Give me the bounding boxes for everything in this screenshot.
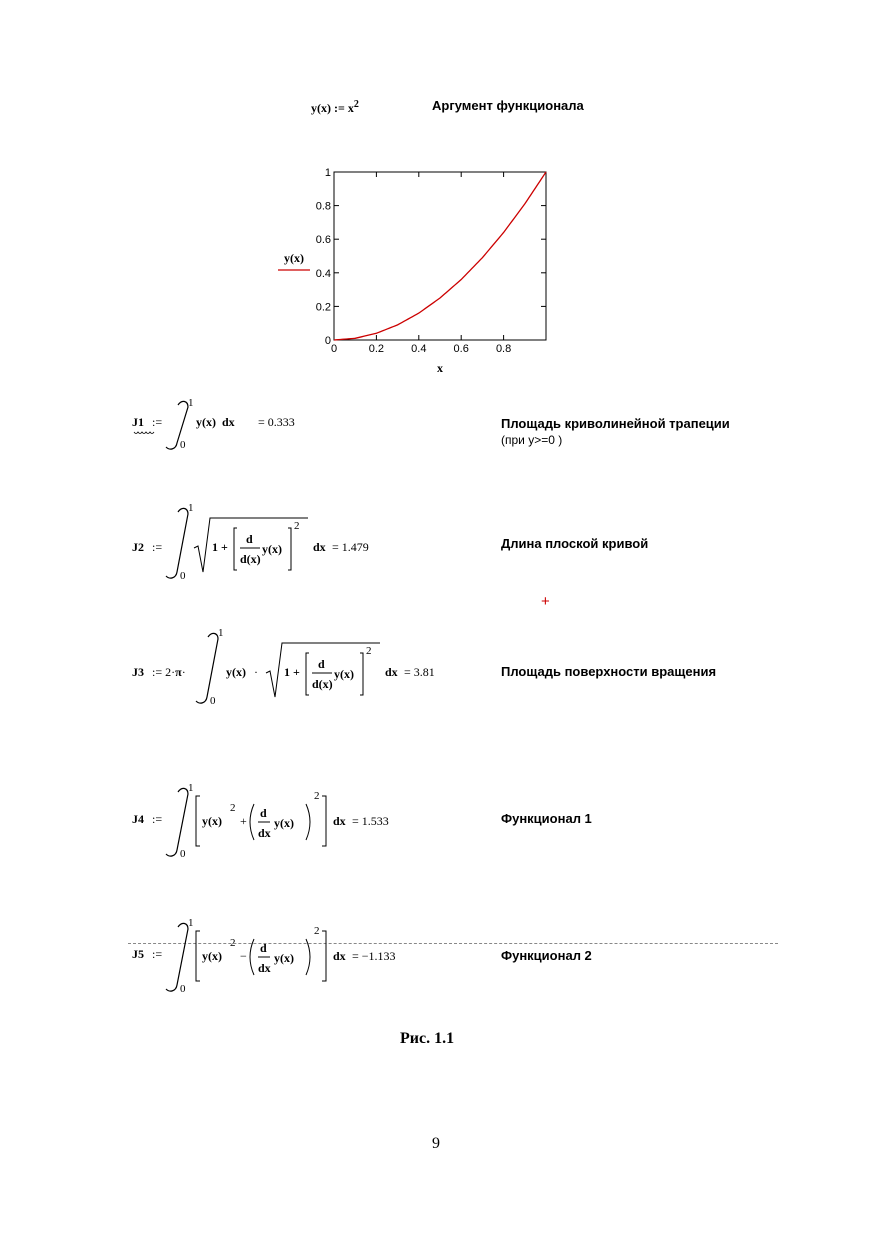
minus-op: − [240, 949, 247, 963]
dx: dx [333, 814, 346, 828]
assign-op: := [152, 812, 163, 826]
derivative-dx: dx [258, 826, 271, 840]
derivative-d: d [260, 806, 267, 820]
assign-op: := 2·π· [152, 665, 186, 679]
integrand-yx: y(x) [202, 814, 222, 828]
function-definition [311, 99, 359, 116]
y-tick-label: 0.2 [315, 301, 331, 314]
multiply-dot: · [254, 665, 258, 679]
square-exponent: 2 [314, 925, 320, 937]
dx: dx [313, 540, 326, 554]
y-axis-label: y(x) [284, 251, 304, 265]
formula-j4-description: Функционал 1 [501, 811, 592, 826]
integral-lower: 0 [210, 695, 216, 707]
derivative-yx: y(x) [334, 667, 354, 681]
function-definition-text: y(x) := x [311, 101, 354, 115]
plus-op: + [240, 814, 247, 828]
derivative-yx: y(x) [274, 816, 294, 830]
x-tick-label: 0.2 [368, 343, 385, 355]
formula-j5 [130, 915, 490, 1000]
derivative-dx: d(x) [312, 677, 333, 691]
square-exponent: 2 [230, 937, 236, 949]
formula-j3-result: = 3.81 [404, 665, 435, 679]
page-number: 9 [432, 1135, 440, 1152]
assign-op: := [152, 947, 163, 961]
integrand-yx: y(x) [226, 665, 246, 679]
formula-j4-result: = 1.533 [352, 814, 389, 828]
cursor-marker: + [541, 593, 550, 610]
integral-lower: 0 [180, 439, 186, 451]
integrand-one-plus: 1 + [284, 665, 300, 679]
formula-j1-name: J1 [132, 415, 144, 429]
formula-j1-result: = 0.333 [258, 415, 295, 429]
integrand: y(x) dx [196, 415, 235, 429]
integral-upper: 1 [188, 782, 194, 794]
derivative-d: d [246, 532, 253, 546]
formula-j5-description: Функционал 2 [501, 948, 592, 963]
derivative-dx: d(x) [240, 552, 261, 566]
dx: dx [385, 665, 398, 679]
derivative-d: d [260, 941, 267, 955]
formula-j1 [130, 395, 490, 455]
square-exponent: 2 [366, 645, 372, 657]
plot-frame [334, 172, 546, 340]
derivative-dx: dx [258, 961, 271, 975]
integrand-one-plus: 1 + [212, 540, 228, 554]
figure-caption: Рис. 1.1 [400, 1030, 455, 1047]
derivative-yx: y(x) [262, 542, 282, 556]
integral-lower: 0 [180, 570, 186, 582]
derivative-d: d [318, 657, 325, 671]
y-tick-label: 0 [324, 335, 331, 347]
integral-upper: 1 [218, 627, 224, 639]
formula-j2 [130, 500, 490, 595]
square-exponent: 2 [230, 802, 236, 814]
formula-j2-name: J2 [132, 540, 144, 554]
formula-j5-name: J5 [132, 947, 144, 961]
argument-label: Аргумент функционала [432, 98, 584, 113]
y-tick-label: 0.6 [315, 234, 331, 247]
x-tick-label: 0.4 [411, 343, 427, 355]
y-tick-label: 0.4 [315, 267, 331, 280]
formula-j1-description: Площадь криволинейной трапеции [501, 416, 730, 431]
formula-j3-description: Площадь поверхности вращения [501, 664, 717, 679]
formula-j2-result: = 1.479 [332, 540, 369, 554]
y-tick-label: 1 [324, 167, 331, 179]
formula-j2-description: Длина плоской кривой [501, 536, 649, 551]
square-exponent: 2 [314, 790, 320, 802]
formula-j4-name: J4 [132, 812, 144, 826]
formula-j3-name: J3 [132, 665, 144, 679]
integral-upper: 1 [188, 397, 194, 409]
assign-op: := [152, 540, 163, 554]
formula-j3 [130, 625, 490, 720]
derivative-yx: y(x) [274, 951, 294, 965]
integral-upper: 1 [188, 502, 194, 514]
x-tick-label: 0.8 [495, 343, 512, 355]
integral-lower: 0 [180, 983, 186, 995]
x-tick-label: 0 [330, 343, 338, 355]
square-exponent: 2 [294, 520, 300, 532]
x-tick-label: 0.6 [453, 343, 469, 355]
assign-op: := [152, 415, 163, 429]
x-axis-label: x [437, 361, 443, 375]
integrand-yx: y(x) [202, 949, 222, 963]
function-definition-exponent: 2 [353, 99, 359, 110]
integral-upper: 1 [188, 917, 194, 929]
formula-j5-result: = −1.133 [352, 949, 396, 963]
formula-j4 [130, 780, 490, 865]
series-line-yx [334, 172, 546, 340]
y-tick-label: 0.8 [315, 200, 331, 213]
function-chart [270, 160, 570, 375]
formula-j1-note: (при y>=0 ) [501, 433, 563, 447]
integral-lower: 0 [180, 848, 186, 860]
dx: dx [333, 949, 346, 963]
